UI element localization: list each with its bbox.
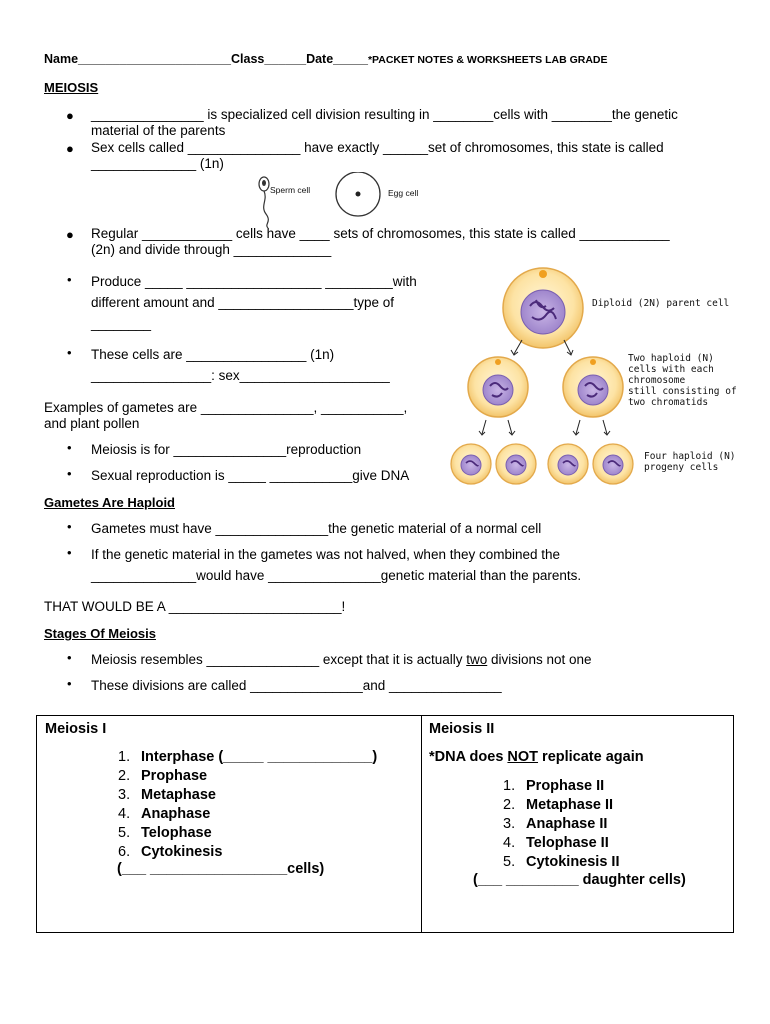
meiosis-1-cells: (___ _________________cells) [117, 861, 325, 877]
list-item-stage: Anaphase [141, 806, 211, 822]
meiosis-bullet-5-line-2: ________________: sex____________________ [91, 368, 390, 383]
egg-cell-label: Egg cell [388, 188, 419, 198]
diagram-label-daughter-1: Two haploid (N) [628, 353, 714, 364]
meiosis-bullet-4-line-2: different amount and __________________type of [91, 295, 395, 310]
diagram-label-daughter-5: two chromatids [628, 397, 709, 408]
list-item-stage: Prophase II [526, 778, 605, 794]
sperm-cell-icon [259, 177, 269, 228]
diagram-label-progeny-2: progeny cells [644, 462, 719, 473]
list-item-number: 5. [503, 854, 516, 870]
bullet-icon: • [67, 440, 72, 455]
meiosis-bullet-7: Sexual reproduction is _____ ___________give DNA [91, 468, 410, 483]
stages-bullet-2: These divisions are called _______________and _______________ [91, 678, 502, 693]
meiosis-bullet-2-line-2: ______________ (1n) [91, 156, 224, 171]
name-blank[interactable]: ______________________ [78, 52, 231, 66]
diagram-label-parent: Diploid (2N) parent cell [592, 298, 730, 309]
progeny-cells [451, 444, 633, 484]
header-line [44, 52, 608, 66]
meiosis-2-title: Meiosis II [429, 721, 495, 737]
two-emphasis: two [466, 652, 488, 667]
meiosis-bullet-2-line-1: Sex cells called _______________ have exactly ______set of chromosomes, this state is called [91, 140, 664, 155]
gametes-bullet-2-line-2: ______________would have _______________genetic material than the parents. [91, 568, 582, 583]
arrows-level-2 [479, 420, 610, 435]
list-item-stage: Cytokinesis II [526, 854, 620, 870]
list-item-number: 4. [118, 806, 131, 822]
meiosis-bullet-4-line-3: ________ [91, 316, 152, 331]
list-item-number: 3. [118, 787, 131, 803]
bullet-icon: • [67, 466, 72, 481]
stages-bullet-1: Meiosis resembles _______________ except that it is actually two divisions not one [91, 652, 592, 667]
daughter-cell-1 [468, 357, 528, 417]
list-item-stage: Anaphase II [526, 816, 608, 832]
daughter-cell-2 [563, 357, 623, 417]
egg-cell-icon [336, 172, 380, 216]
date-blank[interactable]: _____ [333, 52, 368, 66]
class-label: Class [231, 52, 265, 66]
list-item-number: 1. [118, 749, 131, 765]
list-item-number: 2. [118, 768, 131, 784]
bullet-icon: • [67, 650, 72, 665]
class-blank[interactable]: ______ [264, 52, 307, 66]
bullet-icon: ● [66, 141, 74, 156]
bullet-icon: ● [66, 227, 74, 242]
bullet-icon: • [67, 676, 72, 691]
diagram-label-daughter-4: still consisting of [628, 386, 737, 397]
bullet-icon: • [67, 345, 72, 360]
meiosis-1-title: Meiosis I [45, 721, 107, 737]
meiosis-bullet-6: Meiosis is for _______________reproduction [91, 442, 362, 457]
list-item-stage: Prophase [141, 768, 208, 784]
meiosis-2-note: *DNA does NOT replicate again [429, 749, 644, 765]
meiosis-bullet-1-line-1: _______________ is specialized cell division resulting in ________cells with ________the genetic [91, 107, 678, 122]
meiosis-title: MEIOSIS [44, 80, 99, 95]
sperm-egg-image [252, 172, 432, 230]
date-label: Date [306, 52, 334, 66]
list-item-stage: Telophase II [526, 835, 609, 851]
list-item-number: 1. [503, 778, 516, 794]
list-item-number: 2. [503, 797, 516, 813]
gametes-bullet-2-line-1: If the genetic material in the gametes was not halved, when they combined the [91, 547, 561, 562]
gametes-title: Gametes Are Haploid [44, 495, 176, 510]
list-item-stage: Cytokinesis [141, 844, 223, 860]
meiosis-bullet-4-line-1: Produce _____ __________________ _________with [91, 274, 417, 289]
not-emphasis: NOT [507, 749, 539, 765]
gametes-bullet-1: Gametes must have _______________the genetic material of a normal cell [91, 521, 542, 536]
meiosis-bullet-3-line-2: (2n) and divide through _____________ [91, 242, 332, 257]
list-item-number: 4. [503, 835, 516, 851]
list-item-number: 5. [118, 825, 131, 841]
meiosis-bullet-5-line-1: These cells are ________________ (1n) [91, 347, 335, 362]
list-item-stage: Metaphase [141, 787, 216, 803]
diagram-label-daughter-3: chromosome [628, 375, 686, 386]
list-item-stage: Telophase [141, 825, 212, 841]
examples-line-2: and plant pollen [44, 416, 140, 431]
name-label: Name [44, 52, 79, 66]
meiosis-2-cells: (___ _________ daughter cells) [473, 872, 686, 888]
table-divider [421, 716, 422, 932]
examples-line-1: Examples of gametes are _______________, ___________, [44, 400, 408, 415]
bullet-icon: • [67, 519, 72, 534]
bullet-icon: • [67, 545, 72, 560]
list-item-number: 3. [503, 816, 516, 832]
bullet-icon: • [67, 272, 72, 287]
meiosis-bullet-1-line-2: material of the parents [91, 123, 226, 138]
bullet-icon: ● [66, 108, 74, 123]
list-item-stage: Interphase (_____ _____________) [141, 749, 378, 765]
diagram-label-daughter-2: cells with each [628, 364, 714, 375]
grade-note: *PACKET NOTES & WORKSHEETS LAB GRADE [367, 54, 608, 66]
parent-cell [503, 268, 583, 348]
stages-title: Stages Of Meiosis [44, 626, 156, 641]
meiosis-stages-table [36, 715, 734, 933]
list-item-stage: Metaphase II [526, 797, 614, 813]
sperm-cell-label: Sperm cell [270, 185, 311, 195]
that-would-be-line: THAT WOULD BE A _______________________! [44, 599, 346, 614]
diagram-label-progeny-1: Four haploid (N) [644, 451, 736, 462]
list-item-number: 6. [118, 844, 131, 860]
meiosis-bullet-3-line-1: Regular ____________ cells have ____ sets of chromosomes, this state is called ____________ [91, 226, 670, 241]
